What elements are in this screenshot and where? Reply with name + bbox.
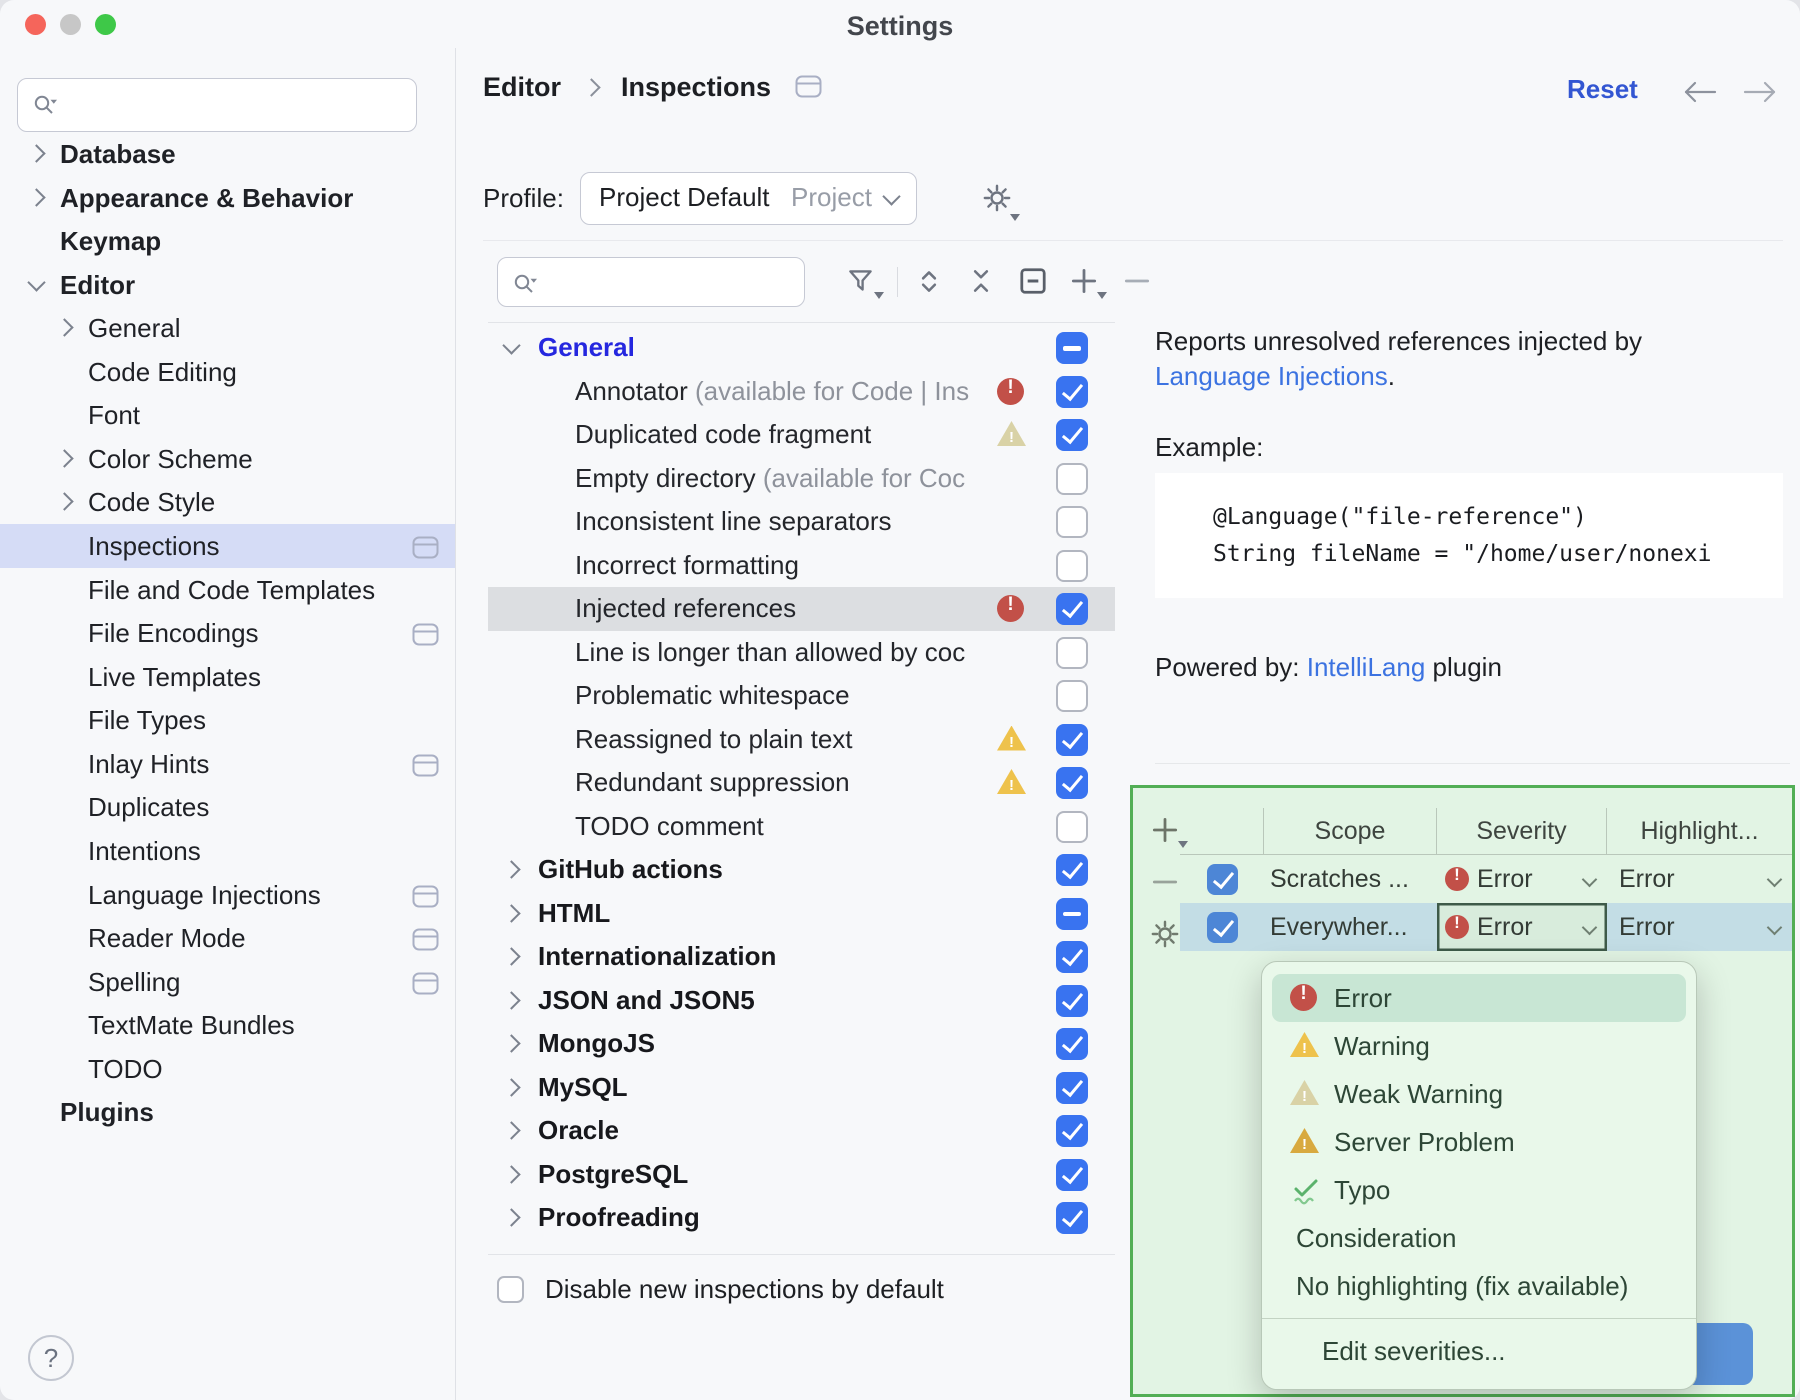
inspection-checkbox-unchecked[interactable] <box>1056 811 1088 843</box>
profile-gear-icon[interactable] <box>979 180 1015 221</box>
sidebar-item-appearance-behavior[interactable] <box>0 176 455 220</box>
modified-indicator-icon <box>412 927 439 958</box>
inspection-row-json-and-json5[interactable] <box>488 979 1115 1023</box>
chevron-right-icon[interactable] <box>502 1121 520 1139</box>
inspection-row-html[interactable] <box>488 892 1115 936</box>
inspection-label: MySQL <box>538 1071 628 1102</box>
chevron-right-icon[interactable] <box>502 1165 520 1183</box>
inspection-row-line-is-longer-than-allowed-by-coc[interactable] <box>488 631 1115 675</box>
description-line-1: Reports unresolved references injected by <box>1155 326 1643 356</box>
sidebar-item-duplicates[interactable] <box>0 785 455 829</box>
powered-by-line <box>1155 650 1502 685</box>
sidebar-search-field[interactable] <box>17 78 417 132</box>
highlighting-cell[interactable]: Error <box>1607 903 1792 951</box>
scope-checkbox[interactable] <box>1207 864 1238 895</box>
severity-weak-icon <box>997 421 1026 446</box>
inspection-row-problematic-whitespace[interactable] <box>488 674 1115 718</box>
sidebar-item-label: File Types <box>88 705 207 736</box>
inspection-description <box>1155 324 1795 682</box>
severity-option-error[interactable] <box>1272 974 1686 1022</box>
inspection-label: MongoJS <box>538 1028 655 1058</box>
inspection-label: Redundant suppression <box>575 767 850 797</box>
add-scope-icon[interactable] <box>1149 814 1183 848</box>
profile-label: Profile: <box>483 183 564 213</box>
scope-severity-table <box>1180 808 1792 951</box>
inspection-row-proofreading[interactable] <box>488 1196 1115 1240</box>
search-icon <box>31 92 59 125</box>
severity-option-label: No highlighting (fix available) <box>1296 1271 1629 1301</box>
disable-inspection-icon[interactable] <box>1017 265 1051 299</box>
inspection-checkbox-checked[interactable] <box>1056 985 1088 1017</box>
inspection-label: General <box>538 332 635 362</box>
sidebar-item-label: Code Style <box>88 487 216 518</box>
sidebar-item-label: Keymap <box>60 226 162 257</box>
severity-option-no-highlighting-fix-available[interactable] <box>1262 1262 1696 1310</box>
severity-option-label: Warning <box>1334 1031 1430 1061</box>
inspection-checkbox-checked[interactable] <box>1056 1028 1088 1060</box>
sidebar-item-label: Editor <box>60 269 136 300</box>
severity-option-label: Error <box>1334 983 1392 1013</box>
sidebar-item-database[interactable] <box>0 132 455 176</box>
settings-gear-icon[interactable] <box>1147 916 1181 950</box>
sidebar-item-label: Live Templates <box>88 661 261 692</box>
collapse-all-icon[interactable] <box>965 265 999 299</box>
inspection-checkbox-checked[interactable] <box>1056 1115 1088 1147</box>
table-header-severity: Severity <box>1437 808 1607 855</box>
divider <box>483 240 1783 241</box>
table-header-highlight: Highlight... <box>1607 808 1792 855</box>
profile-dropdown[interactable] <box>580 172 917 225</box>
sidebar-item-color-scheme[interactable] <box>0 437 455 481</box>
disable-new-inspections-checkbox[interactable] <box>497 1276 524 1303</box>
inspection-checkbox-checked[interactable] <box>1056 1159 1088 1191</box>
inspection-label: Proofreading <box>538 1202 700 1232</box>
sidebar-search-input[interactable] <box>70 83 408 127</box>
inspection-row-github-actions[interactable] <box>488 848 1115 892</box>
inspection-row-todo-comment[interactable] <box>488 805 1115 849</box>
reset-link[interactable]: Reset <box>1567 74 1638 104</box>
inspection-checkbox-checked[interactable] <box>1056 941 1088 973</box>
inspections-tree <box>488 322 1115 1255</box>
inspection-row-redundant-suppression[interactable] <box>488 761 1115 805</box>
sidebar-item-label: Inlay Hints <box>88 748 210 779</box>
chevron-down-icon[interactable] <box>1767 920 1783 936</box>
scope-cell[interactable]: Scratches ... <box>1270 864 1409 893</box>
severity-warning-icon <box>1290 1032 1319 1057</box>
severity-warning-icon <box>997 769 1026 794</box>
severity-option-label: Consideration <box>1296 1223 1457 1253</box>
severity-error-icon <box>1445 867 1469 891</box>
sidebar-item-file-and-code-templates[interactable] <box>0 568 455 612</box>
inspection-label: Duplicated code fragment <box>575 419 872 449</box>
inspection-label-suffix: (available for Code | Ins <box>687 375 970 406</box>
inspection-checkbox-unchecked[interactable] <box>1056 463 1088 495</box>
example-code-block <box>1155 473 1783 598</box>
settings-sidebar <box>0 48 456 1400</box>
powered-by-prefix: Powered by: <box>1155 652 1307 682</box>
help-button[interactable] <box>28 1335 74 1381</box>
chevron-right-icon[interactable] <box>502 947 520 965</box>
severity-option-label: Typo <box>1334 1175 1391 1205</box>
severity-weak-warning-icon <box>1290 1080 1319 1105</box>
inspections-search-input[interactable] <box>550 262 796 302</box>
chevron-down-icon <box>882 187 900 205</box>
inspection-row-empty-directory[interactable] <box>488 457 1115 501</box>
chevron-down-icon[interactable] <box>27 273 45 291</box>
chevron-down-icon[interactable] <box>1582 872 1598 888</box>
inspection-checkbox-unchecked[interactable] <box>1056 637 1088 669</box>
inspection-checkbox-unchecked[interactable] <box>1056 550 1088 582</box>
breadcrumb <box>483 72 822 108</box>
chevron-right-icon <box>582 78 600 96</box>
severity-error-icon <box>997 595 1024 622</box>
severity-option-label: Weak Warning <box>1334 1079 1504 1109</box>
inspection-row-reassigned-to-plain-text[interactable] <box>488 718 1115 762</box>
inspection-checkbox-checked[interactable] <box>1056 419 1088 451</box>
modified-indicator-icon <box>412 535 439 566</box>
sidebar-item-todo[interactable] <box>0 1047 455 1091</box>
inspection-checkbox-checked[interactable] <box>1056 376 1088 408</box>
chevron-right-icon[interactable] <box>502 904 520 922</box>
inspection-row-annotator[interactable] <box>488 370 1115 414</box>
breadcrumb-inspections: Inspections <box>621 72 772 102</box>
chevron-right-icon[interactable] <box>27 144 45 162</box>
scope-checkbox[interactable] <box>1207 912 1238 943</box>
sidebar-item-label: Font <box>88 400 141 431</box>
sidebar-item-keymap[interactable] <box>0 219 455 263</box>
sidebar-item-label: Code Editing <box>88 356 237 387</box>
severity-option-weak-warning[interactable] <box>1262 1070 1696 1118</box>
inspection-row-injected-references[interactable] <box>488 587 1115 631</box>
table-header-checkbox <box>1180 808 1264 855</box>
inspection-row-duplicated-code-fragment[interactable] <box>488 413 1115 457</box>
chevron-down-icon[interactable] <box>1582 920 1598 936</box>
scope-row-checkbox-cell <box>1180 855 1264 903</box>
profile-scope: Project <box>791 182 872 212</box>
inspection-checkbox-checked[interactable] <box>1056 593 1088 625</box>
disable-new-inspections-label: Disable new inspections by default <box>545 1274 944 1304</box>
add-icon[interactable] <box>1068 265 1102 299</box>
severity-option-label: Edit severities... <box>1322 1336 1506 1366</box>
inspection-label: Reassigned to plain text <box>575 723 853 754</box>
powered-by-suffix: plugin <box>1425 652 1502 682</box>
sidebar-item-label: Database <box>60 139 176 169</box>
sidebar-item-label: File Encodings <box>88 618 259 649</box>
sidebar-item-plugins[interactable] <box>0 1090 455 1134</box>
severity-warning-icon <box>997 726 1026 751</box>
chevron-right-icon[interactable] <box>55 493 73 511</box>
sidebar-item-label: TODO <box>88 1053 163 1084</box>
sidebar-item-label: Reader Mode <box>88 923 246 954</box>
inspection-label: TODO comment <box>575 810 764 841</box>
sidebar-item-file-encodings[interactable] <box>0 611 455 655</box>
inspection-label: JSON and JSON5 <box>538 984 755 1015</box>
profile-value: Project Default <box>599 182 770 212</box>
inspection-label: PostgreSQL <box>538 1158 689 1189</box>
sidebar-item-label: General <box>88 313 181 344</box>
sidebar-item-label: File and Code Templates <box>88 574 376 605</box>
inspection-checkbox-checked[interactable] <box>1056 724 1088 756</box>
highlighting-cell[interactable]: Error <box>1607 855 1792 903</box>
severity-server-problem-icon <box>1290 1128 1319 1153</box>
severity-option-server-problem[interactable] <box>1262 1118 1696 1166</box>
sidebar-item-file-types[interactable] <box>0 698 455 742</box>
modified-indicator-icon <box>412 622 439 653</box>
sidebar-item-label: Intentions <box>88 835 201 866</box>
inspection-checkbox-checked[interactable] <box>1056 767 1088 799</box>
chevron-right-icon[interactable] <box>502 860 520 878</box>
sidebar-item-language-injections[interactable] <box>0 873 455 917</box>
chevron-right-icon[interactable] <box>502 991 520 1009</box>
severity-option-typo[interactable] <box>1262 1166 1696 1214</box>
sidebar-item-reader-mode[interactable] <box>0 916 455 960</box>
sidebar-item-code-editing[interactable] <box>0 350 455 394</box>
severity-option-consideration[interactable] <box>1262 1214 1696 1262</box>
example-label: Example: <box>1155 432 1264 462</box>
code-line: @Language("file-reference") <box>1213 504 1587 530</box>
severity-error-icon <box>1445 915 1469 939</box>
sidebar-item-live-templates[interactable] <box>0 655 455 699</box>
modified-indicator-icon <box>412 753 439 784</box>
severity-error-icon <box>1290 984 1317 1011</box>
modified-indicator-icon <box>412 971 439 1002</box>
severity-option-edit-severities[interactable] <box>1262 1327 1696 1375</box>
divider <box>1155 763 1790 764</box>
inspection-row-mongojs[interactable] <box>488 1022 1115 1066</box>
inspection-label: Problematic whitespace <box>575 680 850 710</box>
sidebar-item-label: Inspections <box>88 531 220 562</box>
chevron-down-icon[interactable] <box>502 336 520 354</box>
inspection-label: GitHub actions <box>538 854 723 884</box>
titlebar <box>0 0 1800 48</box>
severity-option-warning[interactable] <box>1262 1022 1696 1070</box>
window-title: Settings <box>846 11 954 41</box>
sidebar-item-code-style[interactable] <box>0 480 455 524</box>
inspection-row-postgresql[interactable] <box>488 1153 1115 1197</box>
inspection-label: Inconsistent line separators <box>575 506 892 536</box>
chevron-right-icon[interactable] <box>55 449 73 467</box>
sidebar-item-textmate-bundles[interactable] <box>0 1003 455 1047</box>
code-line: String fileName = "/home/user/nonexi <box>1213 541 1712 567</box>
sidebar-item-label: Spelling <box>88 966 181 997</box>
inspection-row-mysql[interactable] <box>488 1066 1115 1110</box>
inspection-label: Annotator (available for Code | Ins <box>575 375 970 406</box>
inspection-checkbox-unchecked[interactable] <box>1056 506 1088 538</box>
sidebar-item-inlay-hints[interactable] <box>0 742 455 786</box>
filter-icon[interactable] <box>845 265 879 299</box>
inspection-label: Empty directory (available for Coc <box>575 462 966 493</box>
inspection-checkbox-unchecked[interactable] <box>1056 680 1088 712</box>
chevron-right-icon[interactable] <box>502 1208 520 1226</box>
inspection-label: Injected references <box>575 593 797 623</box>
modified-indicator-icon <box>795 74 822 105</box>
scope-row-checkbox-cell <box>1180 903 1264 951</box>
inspection-label: Oracle <box>538 1115 619 1145</box>
inspection-row-incorrect-formatting[interactable] <box>488 544 1115 588</box>
sidebar-item-label: Appearance & Behavior <box>60 182 354 213</box>
sidebar-item-editor[interactable] <box>0 263 455 307</box>
inspection-checkbox-indeterminate[interactable] <box>1056 332 1088 364</box>
chevron-down-icon[interactable] <box>1767 872 1783 888</box>
sidebar-item-general[interactable] <box>0 306 455 350</box>
table-header-scope: Scope <box>1264 808 1437 855</box>
back-arrow-icon[interactable] <box>1681 78 1719 111</box>
forward-arrow-icon[interactable] <box>1741 78 1779 111</box>
sidebar-item-intentions[interactable] <box>0 829 455 873</box>
sidebar-item-inspections[interactable] <box>0 524 455 568</box>
breadcrumb-editor[interactable]: Editor <box>483 72 561 102</box>
annotation-highlight-region <box>1130 785 1795 1397</box>
description-period: . <box>1387 361 1395 391</box>
modified-indicator-icon <box>412 884 439 915</box>
intellilang-plugin-link[interactable]: IntelliLang <box>1306 652 1426 682</box>
sidebar-item-label: Color Scheme <box>88 443 253 474</box>
scope-cell[interactable]: Everywher... <box>1264 903 1437 951</box>
inspections-search-field[interactable] <box>497 257 805 307</box>
inspection-label: Incorrect formatting <box>575 549 799 580</box>
inspection-label: Internationalization <box>538 941 777 971</box>
sidebar-item-label: Language Injections <box>88 879 321 910</box>
expand-all-icon[interactable] <box>913 265 947 299</box>
inspection-checkbox-checked[interactable] <box>1056 1072 1088 1104</box>
search-icon <box>511 271 539 304</box>
sidebar-item-label: Plugins <box>60 1097 154 1128</box>
inspection-checkbox-checked[interactable] <box>1056 1202 1088 1234</box>
language-injections-link[interactable]: Language Injections <box>1155 361 1388 391</box>
sidebar-item-label: TextMate Bundles <box>88 1010 295 1041</box>
menu-separator <box>1262 1318 1696 1319</box>
chevron-right-icon[interactable] <box>502 1078 520 1096</box>
inspection-label: HTML <box>538 897 611 928</box>
inspection-row-inconsistent-line-separators[interactable] <box>488 500 1115 544</box>
inspection-checkbox-checked[interactable] <box>1056 854 1088 886</box>
help-question-icon: ? <box>43 1343 59 1373</box>
remove-scope-icon[interactable] <box>1149 866 1183 900</box>
severity-popup-menu <box>1261 961 1697 1390</box>
inspection-row-general[interactable] <box>488 326 1115 370</box>
remove-icon[interactable] <box>1121 265 1155 299</box>
severity-cell[interactable]: ! Error <box>1437 903 1607 951</box>
severity-cell[interactable]: ! Error <box>1437 855 1607 903</box>
inspection-checkbox-indeterminate[interactable] <box>1056 898 1088 930</box>
inspection-row-oracle[interactable] <box>488 1109 1115 1153</box>
toolbar-separator <box>897 267 898 297</box>
severity-option-label: Server Problem <box>1334 1127 1515 1157</box>
sidebar-item-font[interactable] <box>0 393 455 437</box>
inspection-label-suffix: (available for Coc <box>755 462 966 493</box>
inspection-label: Line is longer than allowed by coc <box>575 636 966 667</box>
sidebar-item-spelling[interactable] <box>0 960 455 1004</box>
chevron-right-icon[interactable] <box>502 1034 520 1052</box>
chevron-right-icon[interactable] <box>55 319 73 337</box>
severity-typo-icon <box>1290 1176 1320 1213</box>
sidebar-item-label: Duplicates <box>88 792 210 823</box>
inspection-row-internationalization[interactable] <box>488 935 1115 979</box>
severity-error-icon <box>997 378 1024 405</box>
chevron-right-icon[interactable] <box>27 188 45 206</box>
